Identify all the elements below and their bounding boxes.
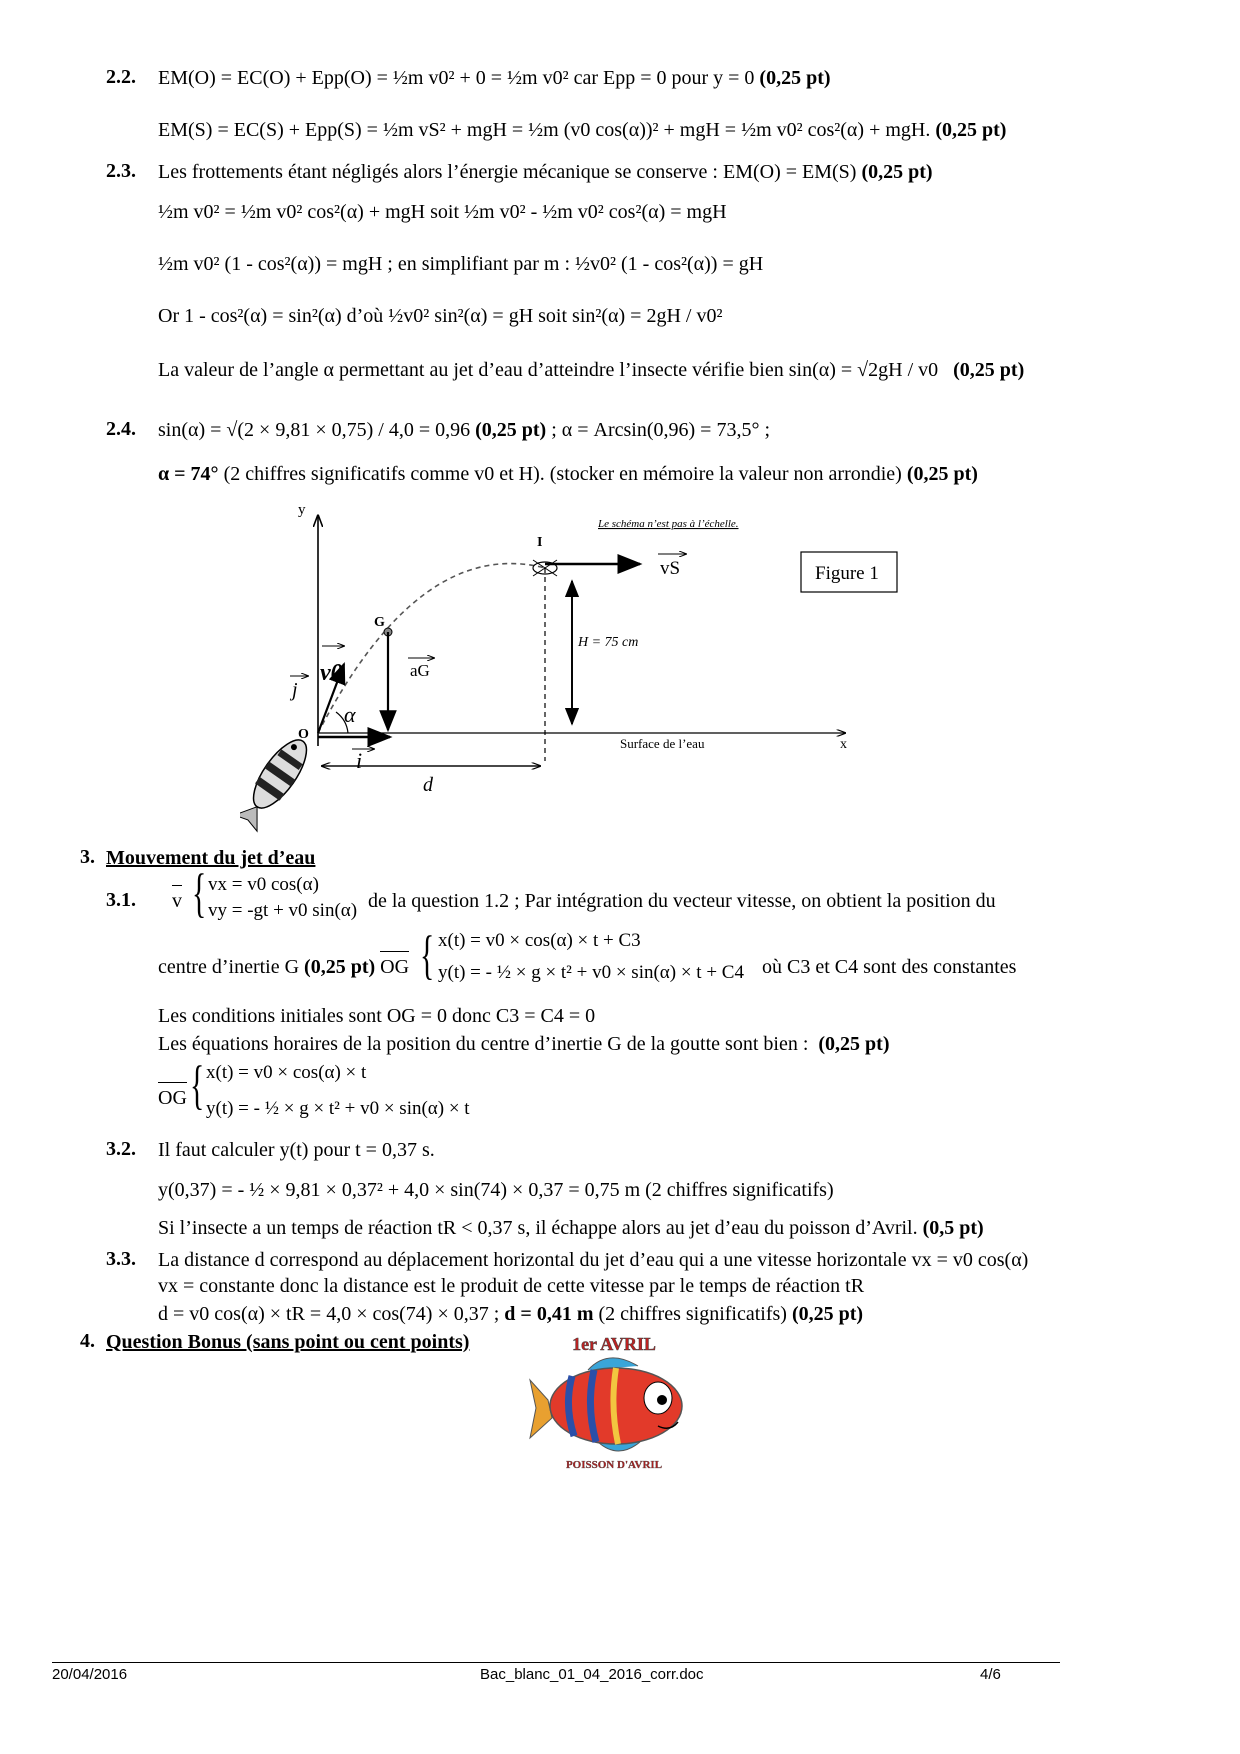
position-intro: centre d’inertie G (0,25 pt) OG	[158, 956, 410, 978]
initial-conditions: Les conditions initiales sont OG = 0 donc C3 = C4 = 0	[158, 1005, 596, 1027]
figure-label: Figure 1	[815, 563, 879, 584]
brace: {	[190, 1055, 205, 1115]
fish-icon	[240, 732, 316, 832]
equation-line: ½m v0² = ½m v0² cos²(α) + mgH soit ½m v0² - ½m v0² cos²(α) = mgH	[158, 201, 727, 223]
x-axis-label: x	[840, 737, 847, 752]
distance-result: d = v0 cos(α) × tR = 4,0 × cos(74) × 0,37 ; d = 0,41 m (2 chiffres significatifs) (0,25 pt)	[158, 1303, 864, 1325]
equation-line: ½m v0² (1 - cos²(α)) = mgH ; en simplifiant par m : ½v0² (1 - cos²(α)) = gH	[158, 253, 764, 275]
brace: {	[192, 863, 207, 923]
distance-label: d	[423, 774, 433, 796]
constants-text: où C3 et C4 sont des constantes	[762, 956, 1017, 978]
height-label: H = 75 cm	[578, 635, 639, 650]
insect-icon	[533, 560, 557, 576]
v0-label: v0	[320, 660, 343, 686]
section-number: 2.2.	[106, 66, 136, 88]
position-y-final: y(t) = - ½ × g × t² + v0 × sin(α) × t	[206, 1098, 470, 1119]
j-label: j	[292, 679, 298, 701]
trajectory-figure	[240, 496, 900, 846]
calc-intro: Il faut calculer y(t) pour t = 0,37 s.	[158, 1139, 435, 1161]
water-surface-label: Surface de l’eau	[620, 736, 705, 751]
velocity-y: vy = -gt + v0 sin(α)	[208, 900, 358, 921]
vs-label: vS	[660, 558, 681, 579]
footer-filename: Bac_blanc_01_04_2016_corr.doc	[480, 1666, 704, 1683]
y-axis-label: y	[298, 502, 306, 518]
velocity-vector-label: v	[172, 890, 182, 912]
integration-text: de la question 1.2 ; Par intégration du vecteur vitesse, on obtient la position du	[368, 890, 996, 912]
section-number: 3.3.	[106, 1248, 136, 1270]
footer-rule	[52, 1662, 1060, 1663]
angle-conclusion: La valeur de l’angle α permettant au jet d’eau d’atteindre l’insecte vérifie bien sin(α) = √2gH / v0 (0,25 pt)	[158, 359, 1025, 381]
section-number: 3.1.	[106, 889, 136, 911]
fish-tail	[530, 1380, 552, 1438]
section-number: 2.3.	[106, 160, 136, 182]
april-fish-image	[528, 1330, 700, 1478]
ag-label: aG	[410, 661, 430, 680]
reaction-time-conclusion: Si l’insecte a un temps de réaction tR < 0,37 s, il échappe alors au jet d’eau du poisson d’Avril. (0,5 pt)	[158, 1217, 984, 1239]
fish-bottom-caption: POISSON D'AVRIL	[565, 1459, 663, 1471]
angle-calculation: sin(α) = √(2 × 9,81 × 0,75) / 4,0 = 0,96 (0,25 pt) ; α = Arcsin(0,96) = 73,5° ;	[158, 419, 771, 441]
og-vector-label: OG	[158, 1087, 187, 1109]
fish-top-caption: 1er AVRIL	[572, 1334, 656, 1354]
footer-date: 20/04/2016	[52, 1666, 128, 1683]
height-calc: y(0,37) = - ½ × 9,81 × 0,37² + 4,0 × sin(74) × 0,37 = 0,75 m (2 chiffres significatifs)	[158, 1179, 834, 1201]
origin-label: O	[298, 727, 309, 742]
scale-note: Le schéma n’est pas à l’échelle.	[598, 518, 739, 530]
footer-page: 4/6	[980, 1666, 1001, 1683]
section-number: 3.2.	[106, 1138, 136, 1160]
brace: {	[420, 925, 435, 985]
energy-origin-equation: EM(O) = EC(O) + Epp(O) = ½m v0² + 0 = ½m v0² car Epp = 0 pour y = 0 (0,25 pt)	[158, 67, 831, 89]
i-label: i	[356, 748, 363, 773]
section-number: 3.	[80, 846, 95, 868]
position-x-final: x(t) = v0 × cos(α) × t	[206, 1062, 367, 1083]
point-g-label: G	[374, 615, 385, 630]
energy-conservation-statement: Les frottements étant négligés alors l’énergie mécanique se conserve : EM(O) = EM(S) (0,25 pt)	[158, 161, 933, 183]
point-i-label: I	[537, 535, 543, 550]
section-heading: Mouvement du jet d’eau	[106, 847, 316, 869]
distance-explanation: La distance d correspond au déplacement horizontal du jet d’eau qui a une vitesse horizontale vx = v0 cos(α)	[158, 1249, 1029, 1271]
angle-result: α = 74° (2 chiffres significatifs comme v0 et H). (stocker en mémoire la valeur non arrondie) (0,25 pt)	[158, 463, 978, 485]
section-number: 2.4.	[106, 418, 136, 440]
equations-intro: Les équations horaires de la position du centre d’inertie G de la goutte sont bien : (0,25 pt)	[158, 1033, 890, 1055]
bonus-heading: Question Bonus (sans point ou cent points)	[106, 1331, 470, 1353]
position-x-general: x(t) = v0 × cos(α) × t + C3	[438, 930, 641, 951]
energy-summit-equation: EM(S) = EC(S) + Epp(S) = ½m vS² + mgH = ½m (v0 cos(α))² + mgH = ½m v0² cos²(α) + mgH. (0,25 pt)	[158, 119, 1007, 141]
equation-line: Or 1 - cos²(α) = sin²(α) d’où ½v0² sin²(α) = gH soit sin²(α) = 2gH / v0²	[158, 305, 723, 327]
position-y-general: y(t) = - ½ × g × t² + v0 × sin(α) × t + C4	[438, 962, 744, 983]
section-number: 4.	[80, 1330, 95, 1352]
angle-label: α	[344, 702, 356, 727]
distance-explanation: vx = constante donc la distance est le produit de cette vitesse par le temps de réaction tR	[158, 1275, 865, 1297]
velocity-x: vx = v0 cos(α)	[208, 874, 319, 895]
